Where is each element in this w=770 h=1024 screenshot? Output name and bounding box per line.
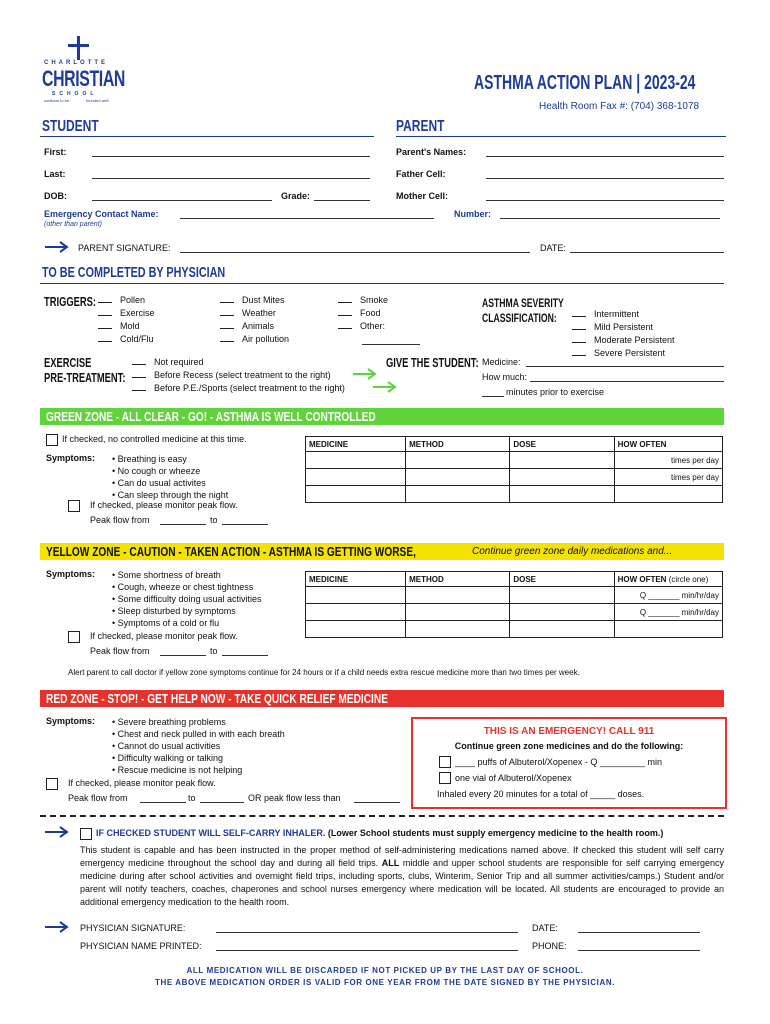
emergency-puffs: ____ puffs of Albuterol/Xopenex - Q _________ min [455, 757, 662, 767]
yellow-peak-to-label: to [210, 646, 218, 656]
parent-heading: PARENT [396, 118, 445, 135]
red-symptoms-label: Symptoms: [46, 716, 96, 726]
fax-number: Health Room Fax #: (704) 368-1078 [539, 101, 700, 112]
minutes-label: minutes prior to exercise [506, 387, 605, 397]
green-zone-banner [40, 408, 724, 425]
physician-signature-field[interactable] [216, 932, 518, 933]
mother-cell-label: Mother Cell: [396, 191, 449, 201]
green-peak-to-label: to [210, 515, 218, 525]
green-peak-to-field[interactable] [222, 524, 268, 525]
severity-severe[interactable]: Severe Persistent [594, 348, 666, 358]
physician-phone-field[interactable] [578, 950, 700, 951]
green-peak-label: Peak flow from [90, 515, 150, 525]
yellow-symptoms-list: • Some shortness of breath • Cough, wheeze or chest tightness • Some difficulty doing usual activities • Sleep disturbed by symptoms • Symptoms of a cold or flu [112, 570, 262, 628]
other-than-parent: (other than parent) [44, 221, 102, 228]
emergency-box [411, 717, 727, 809]
minutes-field[interactable] [482, 396, 504, 397]
red-monitor-checkbox[interactable] [46, 778, 58, 790]
trigger-other[interactable]: Other: [360, 321, 386, 331]
emergency-contact-field[interactable] [180, 218, 434, 219]
triggers-col2 [220, 294, 289, 346]
yellow-peak-label: Peak flow from [90, 646, 150, 656]
parent-date-label: DATE: [540, 243, 566, 253]
grade-label: Grade: [281, 191, 311, 201]
emergency-number-field[interactable] [500, 218, 720, 219]
green-monitor-label: If checked, please monitor peak flow. [90, 500, 238, 510]
school-logo [40, 36, 126, 106]
physician-date-label: DATE: [532, 923, 558, 933]
green-symptoms-list: • Breathing is easy • No cough or wheeze • Can do usual activites • Can sleep through the night [112, 454, 229, 500]
yellow-peak-to-field[interactable] [222, 655, 268, 656]
parent-date-field[interactable] [570, 252, 724, 253]
first-label: First: [44, 147, 67, 157]
parent-names-label: Parent's Names: [396, 147, 467, 157]
divider [40, 815, 724, 817]
parent-signature-label: PARENT SIGNATURE: [78, 243, 171, 253]
give-medicine-field[interactable] [526, 366, 724, 367]
self-carry-paragraph: This student is capable and has been instructed in the proper method of self-administering medications named above. If checked this student will self carry emergency medicine throughout the school day and during all field trips. ALL middle and upper school students are responsible for self carrying emergency medicine during after school activities and overnight field trips, including sports, clubs, Winterim, Senior Trip and all summer activities/camps.) Student and/or parent will notify teachers, coaches, chaperones and school nurses emergency where medication will be located. All students are encouraged to provide an additional emergency medication to the health room. [80, 845, 724, 907]
arrow-icon [44, 240, 70, 254]
table-row[interactable]: Q _______ min/hr/day [306, 604, 723, 621]
arrow-icon [44, 920, 70, 934]
green-symptoms-label: Symptoms: [46, 453, 96, 463]
green-zone-title: GREEN ZONE - ALL CLEAR - GO! - ASTHMA IS WELL CONTROLLED [46, 409, 376, 424]
emergency-continue: Continue green zone medicines and do the following: [454, 741, 684, 751]
dob-label: DOB: [44, 191, 67, 201]
physician-printed-field[interactable] [216, 950, 518, 951]
red-monitor-label: If checked, please monitor peak flow. [68, 778, 216, 788]
table-row[interactable]: times per day [306, 469, 723, 486]
exercise-before-pe[interactable]: Before P.E./Sports (select treatment to the right) [154, 383, 345, 393]
arrow-icon [44, 825, 70, 839]
red-peak-less-field[interactable] [354, 802, 400, 803]
last-label: Last: [44, 169, 66, 179]
logo-top: CHARLOTTE [44, 60, 108, 66]
logo-sub: SCHOOL [52, 91, 98, 97]
parent-names-field[interactable] [486, 156, 724, 157]
give-how-much-label: How much: [482, 372, 528, 382]
give-student-label: GIVE THE STUDENT: [386, 355, 479, 370]
emergency-contact-label: Emergency Contact Name: [44, 209, 159, 219]
triggers-col3 [338, 294, 388, 333]
footer-line-1: ALL MEDICATION WILL BE DISCARDED IF NOT PICKED UP BY THE LAST DAY OF SCHOOL. [186, 966, 584, 975]
emergency-puffs-checkbox[interactable] [439, 756, 451, 768]
trigger-food[interactable]: Food [360, 308, 381, 318]
emergency-vial-checkbox[interactable] [439, 772, 451, 784]
yellow-peak-from-field[interactable] [160, 655, 206, 656]
trigger-smoke[interactable]: Smoke [360, 295, 389, 305]
emergency-vial: one vial of Albuterol/Xopenex [455, 773, 572, 783]
severity-label: ASTHMA SEVERITY CLASSIFICATION: [482, 296, 564, 325]
number-label: Number: [454, 209, 492, 219]
green-peak-from-field[interactable] [160, 524, 206, 525]
table-row[interactable] [306, 621, 723, 638]
red-peak-or-label: OR peak flow less than [248, 793, 341, 803]
green-monitor-checkbox[interactable] [68, 500, 80, 512]
logo-tagline-right: founded well [86, 98, 109, 103]
page-title: ASTHMA ACTION PLAN | 2023-24 [474, 72, 696, 94]
give-medicine-label: Medicine: [482, 357, 521, 367]
table-row[interactable]: times per day [306, 452, 723, 469]
trigger-mold[interactable]: Mold [120, 321, 140, 331]
self-carry-checkbox[interactable] [80, 828, 92, 840]
logo-tagline-left: continue to be [44, 98, 70, 103]
table-row[interactable] [306, 486, 723, 503]
green-medicine-table: MEDICINE METHOD DOSE HOW OFTEN times per day times per day [305, 436, 723, 503]
table-row[interactable]: Q _______ min/hr/day [306, 587, 723, 604]
green-arrow-icon [372, 380, 398, 394]
father-cell-field[interactable] [486, 178, 724, 179]
emergency-title: THIS IS AN EMERGENCY! CALL 911 [483, 726, 655, 737]
red-peak-to-field[interactable] [200, 802, 244, 803]
yellow-symptoms-label: Symptoms: [46, 569, 96, 579]
physician-heading: TO BE COMPLETED BY PHYSICIAN [42, 264, 226, 281]
trigger-dust-mites[interactable]: Dust Mites [242, 295, 285, 305]
green-arrow-icon [352, 367, 378, 381]
severity-mild[interactable]: Mild Persistent [594, 322, 654, 332]
severity-list [572, 308, 675, 360]
first-name-field[interactable] [92, 156, 370, 157]
physician-printed-label: PHYSICIAN NAME PRINTED: [80, 941, 202, 951]
severity-moderate[interactable]: Moderate Persistent [594, 335, 675, 345]
give-how-much-field[interactable] [530, 381, 724, 382]
green-no-medicine-label: If checked, no controlled medicine at this time. [62, 434, 247, 444]
red-peak-from-field[interactable] [140, 802, 186, 803]
yellow-zone-banner [40, 543, 724, 560]
red-zone-banner [40, 690, 724, 707]
severity-intermittent[interactable]: Intermittent [594, 309, 640, 319]
emergency-inhaled: Inhaled every 20 minutes for a total of _____ doses. [437, 789, 645, 799]
yellow-medicine-table: MEDICINE METHOD DOSE HOW OFTEN (circle one) Q _______ min/hr/day Q _______ min/hr/day [305, 571, 723, 638]
father-cell-label: Father Cell: [396, 169, 446, 179]
trigger-pollen[interactable]: Pollen [120, 295, 146, 305]
logo-main: CHRISTIAN [42, 66, 126, 91]
physician-signature-label: PHYSICIAN SIGNATURE: [80, 923, 186, 933]
trigger-exercise[interactable]: Exercise [120, 308, 155, 318]
exercise-list [132, 356, 345, 395]
trigger-weather[interactable]: Weather [242, 308, 276, 318]
mother-cell-field[interactable] [486, 200, 724, 201]
yellow-monitor-label: If checked, please monitor peak flow. [90, 631, 238, 641]
yellow-zone-title: YELLOW ZONE - CAUTION - TAKEN ACTION - ASTHMA IS GETTING WORSE, [46, 544, 416, 559]
trigger-animals[interactable]: Animals [242, 321, 275, 331]
red-zone-title: RED ZONE - STOP! - GET HELP NOW - TAKE QUICK RELIEF MEDICINE [46, 691, 388, 706]
physician-date-field[interactable] [578, 932, 700, 933]
parent-signature-field[interactable] [180, 252, 530, 253]
footer-line-2: THE ABOVE MEDICATION ORDER IS VALID FOR ONE YEAR FROM THE DATE SIGNED BY THE PHYSICIAN. [154, 978, 616, 987]
red-peak-to-label: to [188, 793, 196, 803]
yellow-alert-text: Alert parent to call doctor if yellow zone symptoms continue for 24 hours or if a child needs extra rescue medicine more than two times per week. [68, 668, 580, 677]
yellow-zone-tail: Continue green zone daily medications and... [472, 546, 673, 557]
triggers-col1 [98, 294, 155, 346]
green-no-medicine-checkbox[interactable] [46, 434, 58, 446]
physician-phone-label: PHONE: [532, 941, 567, 951]
red-peak-label: Peak flow from [68, 793, 128, 803]
grade-field[interactable] [314, 200, 370, 201]
red-symptoms-list: • Severe breathing problems • Chest and neck pulled in with each breath • Cannot do usual activities • Difficulty walking or talking • Rescue medicine is not helping [112, 717, 285, 775]
exercise-before-recess[interactable]: Before Recess (select treatment to the right) [154, 370, 331, 380]
trigger-air-pollution[interactable]: Air pollution [242, 334, 290, 344]
last-name-field[interactable] [92, 178, 370, 179]
exercise-not-required[interactable]: Not required [154, 357, 204, 367]
dob-field[interactable] [92, 200, 272, 201]
yellow-monitor-checkbox[interactable] [68, 631, 80, 643]
exercise-label: EXERCISE PRE-TREATMENT: [44, 355, 126, 385]
self-carry-heading: IF CHECKED STUDENT WILL SELF-CARRY INHALER. (Lower School students must supply emergency medicine to the health room.) [96, 828, 664, 838]
triggers-label: TRIGGERS: [44, 294, 97, 309]
trigger-other-field[interactable] [362, 344, 420, 345]
student-heading: STUDENT [42, 118, 99, 135]
trigger-cold-flu[interactable]: Cold/Flu [120, 334, 154, 344]
